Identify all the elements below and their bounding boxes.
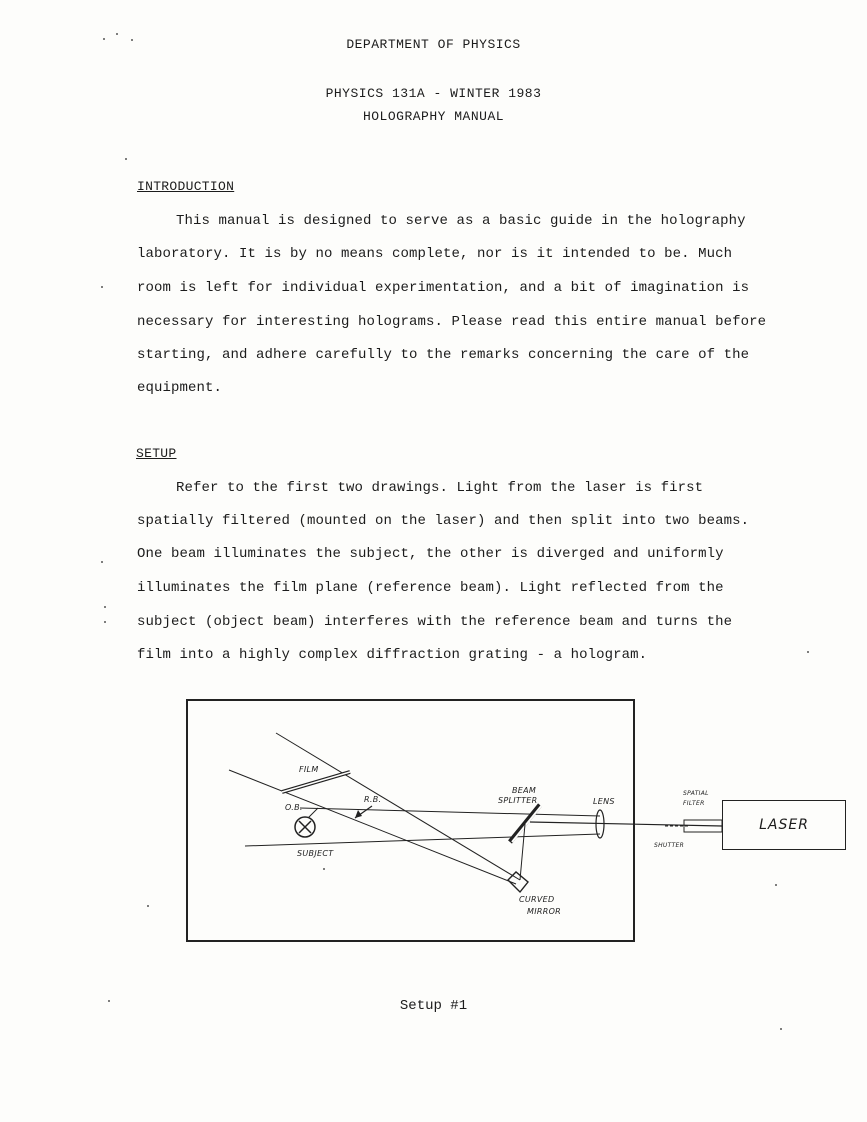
film-label: FILM: [299, 765, 319, 774]
setup-line: film into a highly complex diffraction grating - a hologram.: [137, 647, 648, 663]
course-title: PHYSICS 131A - WINTER 1983: [325, 86, 542, 101]
curved-mirror-label-1: CURVED: [519, 895, 555, 904]
scan-speck: [101, 286, 103, 288]
lens-label: LENS: [593, 797, 615, 806]
spatial-filter-label-1: SPATIAL: [683, 790, 709, 797]
laser-box: [722, 800, 846, 850]
introduction-heading: INTRODUCTION: [137, 179, 235, 194]
department-title: DEPARTMENT OF PHYSICS: [346, 37, 521, 52]
intro-line: laboratory. It is by no means complete, nor is it intended to be. Much: [137, 246, 733, 262]
diverging-beam-lower: [245, 834, 600, 846]
scan-speck: [103, 38, 105, 40]
intro-line: equipment.: [137, 380, 223, 396]
intro-line: necessary for interesting holograms. Please read this entire manual before: [137, 314, 767, 330]
scan-speck: [131, 39, 133, 41]
setup-heading: SETUP: [136, 446, 177, 461]
spatial-filter-label-2: FILTER: [683, 800, 705, 807]
rb-label: R.B.: [364, 795, 382, 804]
scan-speck: [104, 621, 106, 623]
manual-title: HOLOGRAPHY MANUAL: [362, 109, 505, 124]
scan-speck: [125, 158, 127, 160]
laser-label: LASER: [759, 817, 809, 833]
setup-line: spatially filtered (mounted on the laser) and then split into two beams.: [137, 513, 750, 529]
setup-line: Refer to the first two drawings. Light from the laser is first: [176, 480, 704, 496]
laser-beam: [530, 822, 722, 826]
scan-speck: [116, 33, 118, 35]
scan-speck: [780, 1028, 782, 1030]
scan-speck: [323, 868, 325, 870]
intro-line: starting, and adhere carefully to the remarks concerning the care of the: [137, 347, 750, 363]
beam-splitter-label-1: BEAM: [512, 786, 537, 795]
film-inner: [282, 772, 350, 792]
subject-label: SUBJECT: [297, 849, 334, 858]
scan-speck: [108, 1000, 110, 1002]
setup-line: illuminates the film plane (reference beam). Light reflected from the: [137, 580, 724, 596]
setup-line: subject (object beam) interferes with the reference beam and turns the: [137, 614, 733, 630]
beam-splitter-label-2: SPLITTER: [498, 796, 538, 805]
intro-line: This manual is designed to serve as a basic guide in the holography: [176, 213, 746, 229]
scan-speck: [101, 561, 103, 563]
reference-beam-lower: [229, 770, 516, 884]
scan-speck: [807, 651, 809, 653]
scan-speck: [147, 905, 149, 907]
intro-line: room is left for individual experimentation, and a bit of imagination is: [137, 280, 750, 296]
figure-caption: Setup #1: [399, 998, 468, 1014]
curved-mirror-label-2: MIRROR: [527, 907, 562, 916]
ob-label: O.B.: [285, 803, 303, 812]
setup-line: One beam illuminates the subject, the other is diverged and uniformly: [137, 546, 724, 562]
shutter-label: SHUTTER: [654, 842, 685, 849]
diverging-beam-upper: [300, 808, 600, 816]
scan-speck: [775, 884, 777, 886]
scan-speck: [104, 606, 106, 608]
